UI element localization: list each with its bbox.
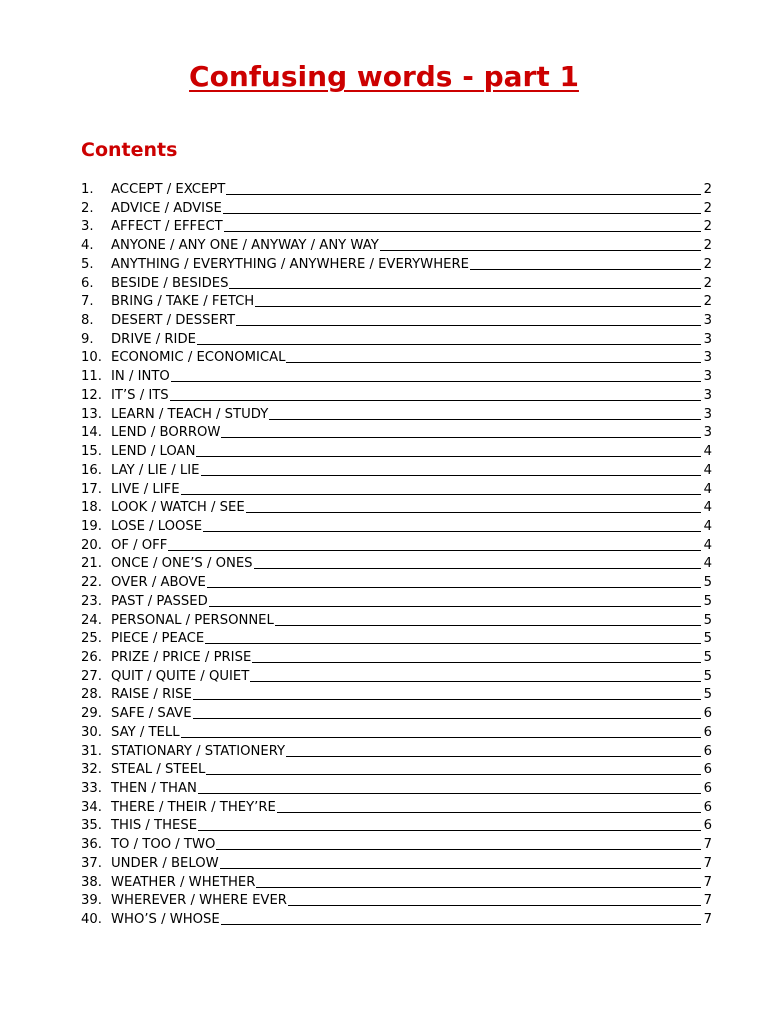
toc-entry-label: THEN / THAN — [111, 781, 197, 796]
toc-entry-number: 15. — [81, 444, 102, 460]
toc-leader-line — [250, 669, 701, 682]
toc-entry-number: 1. — [81, 182, 94, 197]
toc-entry-page-number: 4 — [703, 537, 712, 553]
toc-entry-label: PIECE / PEACE — [111, 631, 205, 647]
toc-entry-page-number: 7 — [703, 855, 712, 871]
toc-entry-label: QUIT / QUITE / QUIET — [111, 668, 250, 684]
toc-entry-number: 11. — [81, 369, 102, 385]
toc-leader-line — [277, 800, 701, 813]
toc-leader-line — [288, 893, 701, 906]
toc-leader-line — [275, 613, 701, 626]
toc-entry-page-number: 4 — [703, 462, 712, 478]
toc-entry[interactable] — [81, 443, 712, 462]
toc-leader-line — [196, 444, 701, 457]
toc-entry-page-number: 2 — [703, 182, 712, 197]
toc-leader-line — [226, 182, 701, 195]
toc-entry-label: TO / TOO / TWO — [111, 837, 216, 853]
toc-entry-label: IN / INTO — [111, 369, 170, 385]
toc-entry[interactable] — [81, 593, 712, 612]
toc-entry[interactable] — [81, 574, 712, 593]
toc-entry-page-number: 3 — [703, 406, 712, 422]
toc-entry-number: 27. — [81, 668, 102, 684]
toc-entry-page-number: 5 — [703, 593, 712, 609]
toc-entry-number: 32. — [81, 762, 102, 778]
toc-entry-page-number: 2 — [703, 275, 712, 291]
toc-entry-label: LEND / LOAN — [111, 444, 196, 460]
toc-entry-page-number: 5 — [703, 687, 712, 703]
toc-entry-page-number: 3 — [703, 331, 712, 347]
toc-entry-label: LIVE / LIFE — [111, 481, 180, 497]
toc-entry-number: 29. — [81, 706, 102, 722]
toc-entry-label: ACCEPT / EXCEPT — [111, 182, 226, 197]
toc-entry-page-number: 6 — [703, 743, 712, 759]
toc-entry-number: 28. — [81, 687, 102, 703]
toc-leader-line — [224, 219, 701, 232]
toc-entry-page-number: 6 — [703, 762, 712, 778]
toc-entry-label: PERSONAL / PERSONNEL — [111, 612, 274, 628]
toc-entry-label: WHO’S / WHOSE — [111, 912, 220, 928]
toc-leader-line — [207, 575, 701, 588]
toc-entry-number: 22. — [81, 575, 102, 591]
toc-leader-line — [193, 706, 701, 719]
toc-entry-label: BESIDE / BESIDES — [111, 275, 229, 291]
toc-entry-label: ANYTHING / EVERYTHING / ANYWHERE / EVERYWHERE — [111, 256, 469, 272]
toc-leader-line — [198, 818, 701, 831]
toc-entry[interactable] — [81, 518, 712, 537]
toc-entry-number: 6. — [81, 275, 94, 291]
toc-leader-line — [205, 631, 701, 644]
toc-entry-number: 30. — [81, 724, 102, 740]
toc-entry-number: 37. — [81, 855, 102, 871]
toc-leader-line — [246, 500, 701, 513]
toc-leader-line — [254, 556, 701, 569]
toc-leader-line — [380, 238, 701, 251]
toc-leader-line — [286, 744, 701, 757]
toc-entry-label: OVER / ABOVE — [111, 575, 206, 591]
toc-leader-line — [236, 313, 701, 326]
toc-entry-page-number: 4 — [703, 518, 712, 534]
toc-entry-label: AFFECT / EFFECT — [111, 219, 223, 235]
toc-entry-label: STATIONARY / STATIONERY — [111, 743, 286, 759]
document-title: Confusing words - part 1 — [189, 60, 579, 93]
toc-entry[interactable] — [81, 817, 712, 836]
toc-entry-number: 24. — [81, 612, 102, 628]
toc-leader-line — [193, 687, 701, 700]
toc-entry-page-number: 6 — [703, 781, 712, 796]
toc-entry-page-number: 3 — [703, 425, 712, 441]
toc-entry-label: DESERT / DESSERT — [111, 313, 236, 329]
toc-entry-number: 13. — [81, 406, 102, 422]
toc-entry-number: 21. — [81, 556, 102, 572]
toc-entry-number: 17. — [81, 481, 102, 497]
toc-entry-label: PAST / PASSED — [111, 593, 208, 609]
toc-entry-page-number: 3 — [703, 350, 712, 366]
toc-entry[interactable] — [81, 555, 712, 574]
toc-entry-page-number: 3 — [703, 369, 712, 385]
toc-entry-page-number: 3 — [703, 387, 712, 403]
toc-entry-number: 20. — [81, 537, 102, 553]
toc-entry-number: 4. — [81, 238, 94, 254]
toc-leader-line — [201, 463, 702, 476]
toc-leader-line — [206, 762, 701, 775]
toc-leader-line — [181, 482, 701, 495]
toc-entry-label: THIS / THESE — [111, 818, 198, 834]
toc-entry-page-number: 7 — [703, 837, 712, 853]
toc-entry-page-number: 3 — [703, 313, 712, 329]
toc-leader-line — [252, 650, 701, 663]
toc-leader-line — [168, 538, 701, 551]
toc-entry-label: SAFE / SAVE — [111, 706, 192, 722]
toc-leader-line — [255, 294, 701, 307]
toc-entry-number: 25. — [81, 631, 102, 647]
toc-entry[interactable] — [81, 630, 712, 649]
toc-entry-number: 5. — [81, 256, 94, 272]
toc-entry-page-number: 5 — [703, 649, 712, 665]
toc-entry[interactable] — [81, 724, 712, 743]
toc-entry-label: LAY / LIE / LIE — [111, 462, 200, 478]
toc-entry-number: 3. — [81, 219, 94, 235]
toc-entry-label: IT’S / ITS — [111, 387, 169, 403]
toc-entry-label: LOOK / WATCH / SEE — [111, 500, 245, 516]
toc-entry-number: 40. — [81, 912, 102, 928]
toc-entry[interactable] — [81, 312, 712, 331]
toc-entry[interactable] — [81, 761, 712, 780]
toc-entry[interactable] — [81, 743, 712, 762]
toc-entry-label: STEAL / STEEL — [111, 762, 206, 778]
toc-entry-number: 26. — [81, 649, 102, 665]
toc-entry-page-number: 6 — [703, 706, 712, 722]
table-of-contents — [81, 181, 712, 930]
toc-entry-number: 9. — [81, 331, 94, 347]
toc-leader-line — [286, 350, 701, 363]
toc-leader-line — [209, 594, 701, 607]
toc-entry-number: 35. — [81, 818, 102, 834]
toc-entry-label: UNDER / BELOW — [111, 855, 219, 871]
toc-entry-page-number: 2 — [703, 294, 712, 310]
toc-leader-line — [256, 875, 701, 888]
toc-entry[interactable] — [81, 705, 712, 724]
toc-leader-line — [181, 725, 701, 738]
toc-entry[interactable] — [81, 424, 712, 443]
toc-entry[interactable] — [81, 481, 712, 500]
toc-entry[interactable] — [81, 218, 712, 237]
toc-entry[interactable] — [81, 406, 712, 425]
toc-entry-number: 39. — [81, 893, 102, 909]
toc-entry-page-number: 7 — [703, 912, 712, 928]
toc-entry-label: LEARN / TEACH / STUDY — [111, 406, 269, 422]
toc-leader-line — [220, 856, 701, 869]
toc-entry-label: THERE / THEIR / THEY’RE — [111, 799, 276, 815]
toc-entry-number: 2. — [81, 200, 94, 216]
toc-entry-number: 14. — [81, 425, 102, 441]
toc-leader-line — [170, 388, 701, 401]
toc-entry-number: 31. — [81, 743, 102, 759]
toc-entry[interactable] — [81, 331, 712, 350]
toc-entry[interactable] — [81, 874, 712, 893]
toc-entry-label: SAY / TELL — [111, 724, 180, 740]
toc-entry-label: WHEREVER / WHERE EVER — [111, 893, 287, 909]
toc-entry-page-number: 2 — [703, 238, 712, 254]
toc-entry-label: ANYONE / ANY ONE / ANYWAY / ANY WAY — [111, 238, 379, 254]
toc-entry-number: 34. — [81, 799, 102, 815]
toc-entry-number: 16. — [81, 462, 102, 478]
toc-entry-page-number: 4 — [703, 556, 712, 572]
toc-leader-line — [203, 519, 701, 532]
toc-entry[interactable] — [81, 836, 712, 855]
toc-entry[interactable] — [81, 181, 712, 200]
toc-entry-page-number: 5 — [703, 631, 712, 647]
toc-entry[interactable] — [81, 892, 712, 911]
toc-entry[interactable] — [81, 293, 712, 312]
toc-entry[interactable] — [81, 256, 712, 275]
toc-leader-line — [198, 781, 701, 794]
toc-entry-number: 18. — [81, 500, 102, 516]
toc-entry-page-number: 2 — [703, 219, 712, 235]
toc-entry-number: 7. — [81, 294, 94, 310]
toc-entry-label: BRING / TAKE / FETCH — [111, 294, 255, 310]
toc-entry-label: ADVICE / ADVISE — [111, 200, 222, 216]
toc-entry-page-number: 6 — [703, 724, 712, 740]
toc-entry-page-number: 7 — [703, 893, 712, 909]
toc-entry[interactable] — [81, 387, 712, 406]
toc-entry[interactable] — [81, 799, 712, 818]
toc-entry-label: OF / OFF — [111, 537, 168, 553]
toc-leader-line — [470, 257, 701, 270]
toc-entry-label: ECONOMIC / ECONOMICAL — [111, 350, 286, 366]
toc-entry-label: DRIVE / RIDE — [111, 331, 196, 347]
toc-entry-number: 36. — [81, 837, 102, 853]
toc-entry-number: 19. — [81, 518, 102, 534]
toc-entry[interactable] — [81, 649, 712, 668]
toc-entry-page-number: 2 — [703, 256, 712, 272]
toc-leader-line — [221, 912, 701, 925]
toc-entry-number: 38. — [81, 874, 102, 890]
toc-entry-page-number: 4 — [703, 481, 712, 497]
toc-entry-page-number: 4 — [703, 444, 712, 460]
toc-entry-label: RAISE / RISE — [111, 687, 192, 703]
toc-entry-page-number: 5 — [703, 612, 712, 628]
toc-leader-line — [221, 425, 701, 438]
toc-entry-label: ONCE / ONE’S / ONES — [111, 556, 253, 572]
toc-entry-label: WEATHER / WHETHER — [111, 874, 256, 890]
toc-leader-line — [216, 837, 701, 850]
toc-entry-number: 10. — [81, 350, 102, 366]
toc-entry[interactable] — [81, 462, 712, 481]
toc-leader-line — [269, 407, 701, 420]
toc-entry[interactable] — [81, 200, 712, 219]
toc-entry-page-number: 4 — [703, 500, 712, 516]
toc-leader-line — [223, 201, 701, 214]
toc-entry[interactable] — [81, 368, 712, 387]
toc-entry-label: LOSE / LOOSE — [111, 518, 203, 534]
toc-leader-line — [197, 332, 701, 345]
toc-entry[interactable] — [81, 855, 712, 874]
toc-entry-page-number: 7 — [703, 874, 712, 890]
toc-entry[interactable] — [81, 537, 712, 556]
toc-entry[interactable] — [81, 911, 712, 930]
toc-leader-line — [229, 276, 701, 289]
toc-entry-number: 8. — [81, 313, 94, 329]
toc-entry[interactable] — [81, 668, 712, 687]
toc-entry-page-number: 5 — [703, 575, 712, 591]
toc-leader-line — [171, 369, 701, 382]
toc-entry-label: LEND / BORROW — [111, 425, 221, 441]
toc-entry-number: 23. — [81, 593, 102, 609]
toc-entry-page-number: 6 — [703, 818, 712, 834]
toc-entry-number: 33. — [81, 781, 102, 796]
toc-entry[interactable] — [81, 349, 712, 368]
toc-entry[interactable] — [81, 499, 712, 518]
toc-entry[interactable] — [81, 686, 712, 705]
toc-entry-label: PRIZE / PRICE / PRISE — [111, 649, 252, 665]
toc-entry-page-number: 2 — [703, 200, 712, 216]
toc-entry[interactable] — [81, 237, 712, 256]
toc-entry[interactable] — [81, 780, 712, 799]
toc-entry-number: 12. — [81, 387, 102, 403]
toc-entry-page-number: 6 — [703, 799, 712, 815]
toc-entry[interactable] — [81, 275, 712, 294]
toc-entry[interactable] — [81, 612, 712, 631]
contents-heading: Contents — [81, 139, 178, 161]
toc-entry-page-number: 5 — [703, 668, 712, 684]
